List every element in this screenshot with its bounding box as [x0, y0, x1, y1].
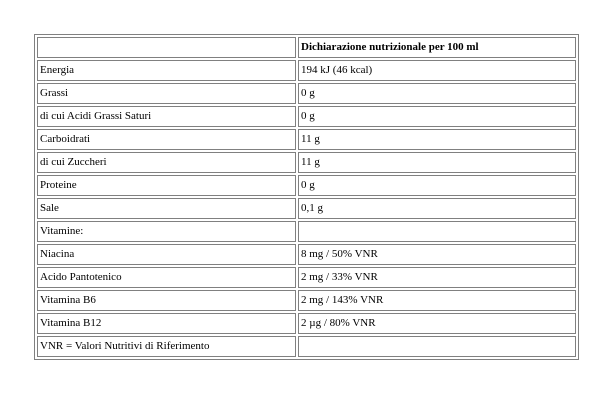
row-label: Vitamina B12: [37, 313, 296, 334]
table-row: [37, 290, 576, 311]
table-header-row: [37, 37, 576, 58]
table-row: [37, 198, 576, 219]
row-label: Energia: [37, 60, 296, 81]
table-row: [37, 267, 576, 288]
row-value: 8 mg / 50% VNR: [298, 244, 576, 265]
table-row: [37, 336, 576, 357]
row-value: 0 g: [298, 175, 576, 196]
row-label: Vitamina B6: [37, 290, 296, 311]
row-value: 2 mg / 143% VNR: [298, 290, 576, 311]
row-label: Sale: [37, 198, 296, 219]
row-label: Vitamine:: [37, 221, 296, 242]
table-row: [37, 83, 576, 104]
table-row: [37, 221, 576, 242]
table-row: [37, 129, 576, 150]
row-value: 11 g: [298, 129, 576, 150]
header-cell-empty: [37, 37, 296, 58]
row-label: di cui Zuccheri: [37, 152, 296, 173]
row-value: 11 g: [298, 152, 576, 173]
row-value: 194 kJ (46 kcal): [298, 60, 576, 81]
row-label: VNR = Valori Nutritivi di Riferimento: [37, 336, 296, 357]
row-value: [298, 336, 576, 357]
table-row: [37, 175, 576, 196]
table-row: [37, 106, 576, 127]
table-row: [37, 313, 576, 334]
row-label: Grassi: [37, 83, 296, 104]
row-value: 2 µg / 80% VNR: [298, 313, 576, 334]
row-label: Proteine: [37, 175, 296, 196]
row-label: Acido Pantotenico: [37, 267, 296, 288]
header-cell-title: Dichiarazione nutrizionale per 100 ml: [298, 37, 576, 58]
table-row: [37, 152, 576, 173]
row-value: 0 g: [298, 83, 576, 104]
table-row: [37, 60, 576, 81]
row-value: 0 g: [298, 106, 576, 127]
row-label: Niacina: [37, 244, 296, 265]
row-value: [298, 221, 576, 242]
row-value: 2 mg / 33% VNR: [298, 267, 576, 288]
nutrition-table: [34, 34, 579, 360]
table-row: [37, 244, 576, 265]
row-value: 0,1 g: [298, 198, 576, 219]
row-label: Carboidrati: [37, 129, 296, 150]
row-label: di cui Acidi Grassi Saturi: [37, 106, 296, 127]
